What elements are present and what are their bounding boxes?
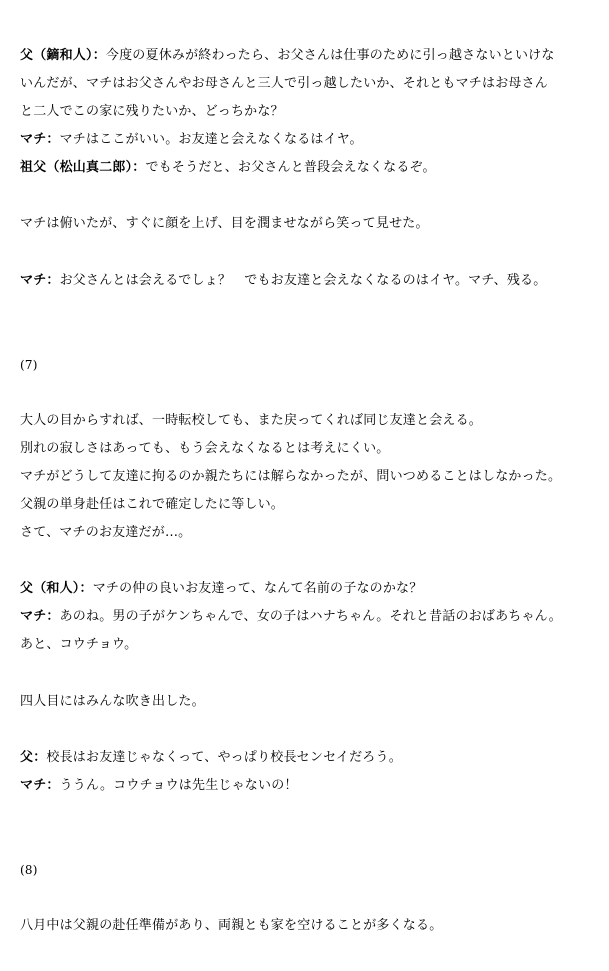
narration-line [20,441,609,457]
narration-line [20,216,609,232]
speaker-name: 父（鏑和人）： [20,48,106,63]
narration-text: さて、マチのお友達だが…。 [20,525,192,540]
speaker-name: マチ： [20,132,60,147]
dialogue-text: いんだが、マチはお父さんやお母さんと三人で引っ越したいか、それともマチはお母さん [20,76,549,91]
dialogue-text: お父さんとは会えるでしょ？ でもお友達と会えなくなるのはイヤ。マチ、残る。 [59,273,547,288]
dialogue-text: マチの仲の良いお友達って、なんて名前の子なのかな？ [92,581,423,596]
narration-line [20,694,609,710]
section-marker: (7) [20,358,38,372]
narration-text: 四人目にはみんな吹き出した。 [20,694,205,709]
speaker-name: 父（和人）： [20,581,93,596]
dialogue-text: 今度の夏休みが終わったら、お父さんは仕事のために引っ越さないといけな [105,48,555,63]
dialogue-text: マチはここがいい。お友達と会えなくなるはイヤ。 [59,132,363,147]
narration-text: マチがどうして友達に拘るのか親たちには解らなかったが、問いつめることはしなかった。 [20,469,562,484]
section-marker: (8) [20,863,38,877]
dialogue-continuation [20,76,609,92]
narration-line [20,469,609,485]
narration-line [20,918,609,934]
narration-line [20,413,609,429]
dialogue-text: あと、コウチョウ。 [20,637,138,652]
dialogue-text: と二人でこの家に残りたいか、どっちかな？ [20,104,284,119]
dialogue-text: あのね。男の子がケンちゃんで、女の子はハナちゃん。それと昔話のおばあちゃん。 [59,609,562,624]
dialogue-line [20,609,609,625]
narration-text: 父親の単身赴任はこれで確定したに等しい。 [20,497,285,512]
narration-line [20,497,609,513]
speaker-name: 祖父（松山真二郎）： [20,160,146,175]
dialogue-continuation [20,637,609,653]
dialogue-line [20,273,609,289]
speaker-name: マチ： [20,778,60,793]
narration-text: 八月中は父親の赴任準備があり、両親とも家を空けることが多くなる。 [20,918,443,933]
dialogue-text: でもそうだと、お父さんと普段会えなくなるぞ。 [145,160,436,175]
dialogue-text: 校長はお友達じゃなくって、やっぱり校長センセイだろう。 [46,750,402,765]
speaker-name: マチ： [20,609,60,624]
narration-line [20,525,609,541]
dialogue-line [20,132,609,148]
narration-text: 大人の目からすれば、一時転校しても、また戻ってくれば同じ友達と会える。 [20,413,483,428]
speaker-name: マチ： [20,273,60,288]
dialogue-line [20,750,609,766]
dialogue-line [20,778,609,794]
dialogue-line [20,160,609,176]
dialogue-text: ううん。コウチョウは先生じゃないの！ [59,778,298,793]
narration-text: 別れの寂しさはあっても、もう会えなくなるとは考えにくい。 [20,441,390,456]
dialogue-line [20,48,609,64]
dialogue-line [20,581,609,597]
dialogue-continuation [20,104,609,120]
speaker-name: 父： [20,750,47,765]
narration-text: マチは俯いたが、すぐに顔を上げ、目を潤ませながら笑って見せた。 [20,216,429,231]
